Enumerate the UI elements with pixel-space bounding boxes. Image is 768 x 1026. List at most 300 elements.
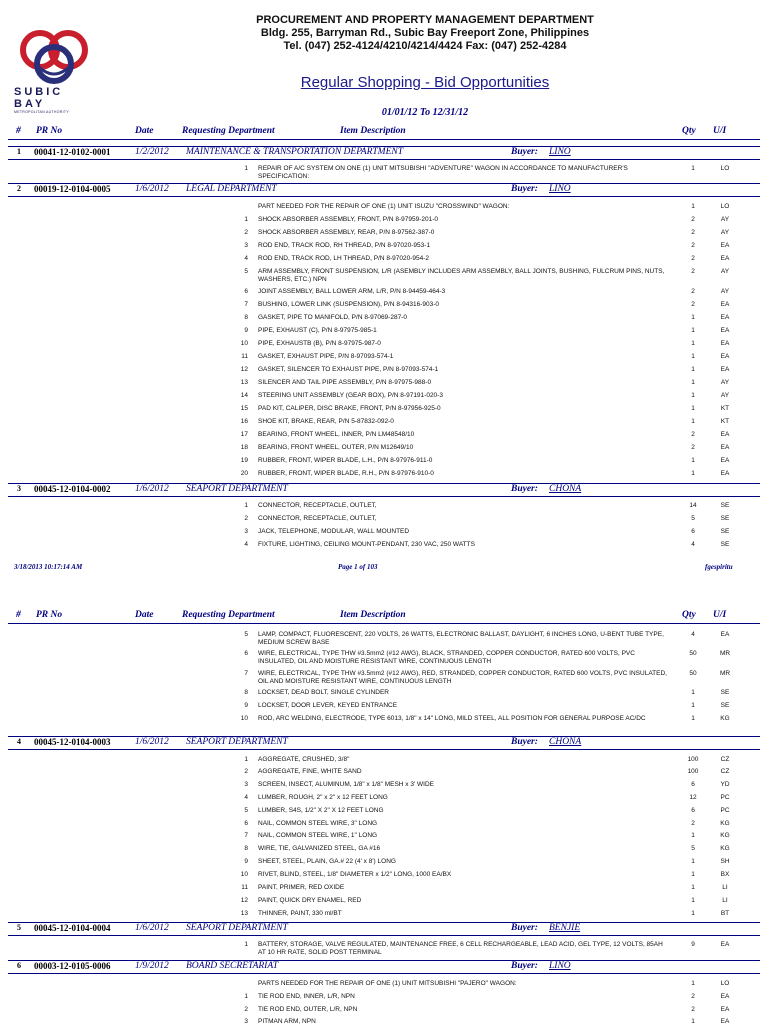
item-unit: SE [720,502,730,509]
item-row [0,457,768,467]
item-quantity: 1 [691,910,695,917]
item-description: WIRE, TIE, GALVANIZED STEEL, GA #16 [258,845,381,852]
item-row [0,832,768,842]
item-unit: AY [720,216,730,223]
item-row [0,327,768,337]
column-header-row [0,610,768,624]
item-number: 12 [240,366,248,373]
record-divider [8,196,760,197]
item-quantity: 1 [691,366,695,373]
item-number: 9 [244,327,248,334]
item-number: 15 [240,405,248,412]
item-description: PAD KIT, CALIPER, DISC BRAKE, FRONT, P/N 8-97956-925-0 [258,405,441,412]
item-row [0,689,768,699]
item-description: AGGREGATE, FINE, WHITE SAND [258,768,362,775]
item-number: 19 [240,457,248,464]
item-number: 5 [244,807,248,814]
item-number: 17 [240,431,248,438]
item-unit: AY [720,379,730,386]
item-quantity: 1 [691,897,695,904]
item-row [0,470,768,480]
item-quantity: 1 [691,418,695,425]
item-quantity: 6 [691,807,695,814]
item-quantity: 5 [691,845,695,852]
item-quantity: 1 [691,379,695,386]
item-unit: KT [720,405,730,412]
item-number: 7 [244,832,248,839]
item-quantity: 1 [691,832,695,839]
record-divider [8,749,760,750]
item-number: 3 [244,781,248,788]
item-row [0,820,768,830]
item-row [0,216,768,226]
item-row [0,631,768,648]
item-unit: BT [720,910,730,917]
item-row [0,528,768,538]
item-unit: KG [720,715,730,722]
record-date: 1/2/2012 [135,147,169,157]
item-quantity: 1 [691,203,695,210]
item-description: ROD END, TRACK ROD, RH THREAD, P/N 8-97020-953-1 [258,242,431,249]
item-description: NAIL, COMMON STEEL WIRE, 1" LONG [258,832,378,839]
item-quantity: 2 [691,255,695,262]
item-row [0,807,768,817]
item-description: PIPE, EXHAUST (C), P/N 8-97975-985-1 [258,327,377,334]
item-number: 11 [241,884,248,891]
item-unit: EA [720,242,730,249]
item-description: REPAIR OF A/C SYSTEM ON ONE (1) UNIT MITSUBISHI "ADVENTURE" WAGON IN ACCORDANCE TO MANUFACTURER'S SPECIFICATION: [258,165,628,180]
item-description: SCREEN, INSECT, ALUMINUM, 1/8" x 1/8" MESH x 3' WIDE [258,781,434,788]
item-description: PARTS NEEDED FOR THE REPAIR OF ONE (1) UNIT MITSUBISHI "PAJERO" WAGON: [258,980,517,987]
item-number: 7 [244,301,248,308]
item-number: 8 [244,689,248,696]
item-row [0,203,768,213]
column-header-dept: Requesting Department [182,610,275,620]
item-number: 3 [244,242,248,249]
item-description: LAMP, COMPACT, FLUORESCENT, 220 VOLTS, 26 WATTS, ELECTRONIC BALLAST, DAYLIGHT, 6 INCHES LONG, U-BENT TUBE TYPE, MEDIUM SCREW BASE [258,631,664,646]
item-unit: AY [720,268,730,275]
item-number: 13 [240,379,248,386]
item-row [0,980,768,990]
item-quantity: 14 [689,502,697,509]
item-description: ROD, ARC WELDING, ELECTRODE, TYPE 6013, 1/8" x 14" LONG, MILD STEEL, ALL POSITION FOR GENERAL PURPOSE AC/DC [258,715,646,722]
item-description: RUBBER, FRONT, WIPER BLADE, L.H., P/N 8-97976-911-0 [258,457,433,464]
record-divider [8,496,760,497]
address-line: Bldg. 255, Barryman Rd., Subic Bay Freeport Zone, Philippines [260,27,590,39]
item-number: 2 [244,229,248,236]
item-quantity: 2 [691,288,695,295]
item-number: 6 [244,288,248,295]
item-number: 10 [240,871,248,878]
item-unit: SE [720,702,730,709]
item-description: RUBBER, FRONT, WIPER BLADE, R.H., P/N 8-97976-910-0 [258,470,434,477]
item-row [0,993,768,1003]
item-row [0,768,768,778]
column-header-hash: # [16,610,21,620]
item-number: 1 [244,165,248,172]
item-description: ARM ASSEMBLY, FRONT SUSPENSION, L/R (ASEMBLY INCLUDES ARM ASSEMBLY, BALL JOINTS, BUSHING, FULCRUM PINS, NUTS, WASHERS, ETC.) NPN [258,268,665,283]
column-header-qty: Qty [682,610,696,620]
item-unit: SE [720,689,730,696]
requesting-department: SEAPORT DEPARTMENT [186,484,288,494]
item-row [0,1006,768,1016]
item-number: 3 [244,528,248,535]
item-row [0,340,768,350]
item-number: 10 [240,715,248,722]
item-number: 1 [244,993,248,1000]
item-description: TIE ROD END, INNER, L/R, NPN [258,993,355,1000]
contact-line: Tel. (047) 252-4124/4210/4214/4424 Fax: (047) 252-4284 [283,40,567,52]
item-unit: KT [720,418,730,425]
item-row [0,541,768,551]
record-date: 1/6/2012 [135,737,169,747]
pr-number: 00019-12-0104-0005 [34,184,111,194]
item-unit: PC [720,794,730,801]
item-quantity: 4 [691,631,695,638]
buyer-name-link[interactable]: LINO [549,184,571,194]
item-description: PART NEEDED FOR THE REPAIR OF ONE (1) UNIT ISUZU "CROSSWIND" WAGON: [258,203,510,210]
item-number: 14 [240,392,248,399]
record-number: 6 [17,961,21,970]
column-header-desc: Item Description [340,610,406,620]
pr-number: 00045-12-0104-0003 [34,737,111,747]
column-header-desc: Item Description [340,126,406,136]
item-unit: KG [720,845,730,852]
requesting-department: MAINTENANCE & TRANSPORTATION DEPARTMENT [186,147,404,157]
item-number: 11 [241,353,248,360]
item-unit: EA [720,255,730,262]
item-description: WIRE, ELECTRICAL, TYPE THW #3.5mm2 (#12 AWG), BLACK, STRANDED, COPPER CONDUCTOR, RATED 600 VOLTS, PVC INSULATED, OIL AND MOISTURE RESISTANT WIRE, CONTINUOUS LENGTH [258,650,635,665]
item-quantity: 1 [691,353,695,360]
item-quantity: 1 [691,858,695,865]
item-row [0,301,768,311]
item-row [0,418,768,428]
footer-page-number: Page 1 of 103 [338,563,378,571]
item-unit: CZ [720,756,730,763]
item-row [0,165,768,181]
item-description: WIRE, ELECTRICAL, TYPE THW #3.5mm2 (#12 AWG), RED, STRANDED, COPPER CONDUCTOR, RATED 600 VOLTS, PVC INSULATED, OIL AND MOISTURE RESISTANT WIRE, CONTINUOUS LENGTH [258,670,667,685]
item-number: 5 [244,631,248,638]
item-quantity: 1 [691,470,695,477]
item-quantity: 2 [691,993,695,1000]
item-quantity: 2 [691,268,695,275]
item-unit: AY [720,229,730,236]
item-description: JOINT ASSEMBLY, BALL LOWER ARM, L/R, P/N 8-94459-464-3 [258,288,446,295]
item-unit: KG [720,832,730,839]
record-divider [8,159,760,160]
item-description: BATTERY, STORAGE, VALVE REGULATED, MAINTENANCE FREE, 6 CELL RECHARGEABLE, LEAD ACID, GEL TYPE, 12 VOLTS, 85AH AT 10 HR RATE, SOLID POST TERMINAL [258,941,663,956]
item-quantity: 1 [691,980,695,987]
item-unit: EA [720,431,730,438]
logo-text: SUBIC BAY [14,86,64,110]
item-unit: EA [720,366,730,373]
item-unit: EA [720,457,730,464]
item-quantity: 6 [691,528,695,535]
item-number: 9 [244,702,248,709]
item-unit: BX [720,871,730,878]
header-divider [8,139,760,140]
column-header-dept: Requesting Department [182,126,275,136]
item-row [0,229,768,239]
item-unit: EA [720,631,730,638]
item-row [0,897,768,907]
item-description: CONNECTOR, RECEPTACLE, OUTLET, [258,515,377,522]
item-row [0,431,768,441]
requesting-department: SEAPORT DEPARTMENT [186,737,288,747]
item-unit: EA [720,993,730,1000]
header-divider [8,623,760,624]
item-description: SILENCER AND TAIL PIPE ASSEMBLY, P/N 8-97975-988-0 [258,379,432,386]
item-quantity: 2 [691,444,695,451]
item-description: SHEET, STEEL, PLAIN, GA.# 22 (4' x 8') LONG [258,858,396,865]
item-description: TIE ROD END, OUTER, L/R, NPN [258,1006,358,1013]
item-unit: MR [719,670,731,677]
item-description: BUSHING, LOWER LINK (SUSPENSION), P/N 8-94316-903-0 [258,301,439,308]
record-divider [8,973,760,974]
item-quantity: 1 [691,457,695,464]
record-date: 1/6/2012 [135,184,169,194]
report-title[interactable]: Regular Shopping - Bid Opportunities [300,74,550,91]
item-unit: SE [720,528,730,535]
item-number: 10 [240,340,248,347]
buyer-label: Buyer: [511,961,538,971]
item-number: 3 [244,1018,248,1025]
footer-user: fgespiritu [705,563,733,571]
item-description: PITMAN ARM, NPN [258,1018,316,1025]
item-unit: SH [720,858,730,865]
item-description: SHOCK ABSORBER ASSEMBLY, FRONT, P/N 8-97959-201-0 [258,216,439,223]
item-row [0,910,768,920]
item-unit: LO [720,980,730,987]
item-description: PAINT, QUICK DRY ENAMEL, RED [258,897,362,904]
item-number: 6 [244,820,248,827]
item-description: GASKET, EXHAUST PIPE, P/N 8-97093-574-1 [258,353,394,360]
item-number: 1 [244,941,248,948]
item-description: NAIL, COMMON STEEL WIRE, 3" LONG [258,820,378,827]
buyer-label: Buyer: [511,923,538,933]
item-unit: YD [720,781,730,788]
item-row [0,941,768,958]
item-row [0,268,768,285]
item-row [0,353,768,363]
item-unit: LI [722,884,728,891]
item-description: ROD END, TRACK ROD, LH THREAD, P/N 8-97020-954-2 [258,255,429,262]
item-quantity: 2 [691,216,695,223]
pr-number: 00045-12-0104-0002 [34,484,111,494]
item-unit: LO [720,203,730,210]
item-number: 7 [244,670,248,677]
item-unit: KG [720,820,730,827]
item-description: JACK, TELEPHONE, MODULAR, WALL MOUNTED [258,528,410,535]
item-unit: AY [720,288,730,295]
item-row [0,1018,768,1026]
record-number: 1 [17,147,21,156]
item-description: LOCKSET, DOOR LEVER, KEYED ENTRANCE [258,702,398,709]
item-quantity: 2 [691,820,695,827]
record-date: 1/9/2012 [135,961,169,971]
item-row [0,781,768,791]
item-row [0,650,768,667]
record-date: 1/6/2012 [135,923,169,933]
item-description: GASKET, PIPE TO MANIFOLD, P/N 8-97069-287-0 [258,314,407,321]
item-number: 6 [244,650,248,657]
buyer-name-link[interactable]: CHONA [549,484,582,494]
item-description: LUMBER, ROUGH, 2" x 2" x 12 FEET LONG [258,794,388,801]
item-quantity: 1 [691,165,695,172]
item-unit: EA [720,340,730,347]
column-header-date: Date [135,126,154,136]
logo [14,26,100,114]
item-row [0,405,768,415]
item-quantity: 100 [687,768,699,775]
item-description: PIPE, EXHAUSTB (B), P/N 8-97975-987-0 [258,340,381,347]
item-unit: EA [720,941,730,948]
item-number: 12 [240,897,248,904]
item-quantity: 5 [691,515,695,522]
item-row [0,884,768,894]
item-row [0,255,768,265]
item-row [0,858,768,868]
item-number: 13 [240,910,248,917]
column-header-row [0,126,768,140]
item-number: 8 [244,314,248,321]
item-unit: SE [720,515,730,522]
item-number: 20 [240,470,248,477]
pr-number: 00045-12-0104-0004 [34,923,111,933]
item-description: PAINT, PRIMER, RED OXIDE [258,884,345,891]
item-unit: EA [720,301,730,308]
footer-timestamp: 3/18/2013 10:17:14 AM [14,563,83,571]
item-row [0,502,768,512]
item-quantity: 2 [691,229,695,236]
item-unit: EA [720,1018,730,1025]
item-quantity: 1 [691,327,695,334]
item-unit: EA [720,444,730,451]
item-row [0,366,768,376]
pr-number: 00003-12-0105-0006 [34,961,111,971]
item-row [0,794,768,804]
item-description: AGGREGATE, CRUSHED, 3/8" [258,756,350,763]
buyer-label: Buyer: [511,737,538,747]
column-header-hash: # [16,126,21,136]
page-footer [0,563,768,575]
item-quantity: 2 [691,1006,695,1013]
item-description: FIXTURE, LIGHTING, CEILING MOUNT-PENDANT, 230 VAC, 250 WATTS [258,541,475,548]
item-description: GASKET, SILENCER TO EXHAUST PIPE, P/N 8-97093-574-1 [258,366,439,373]
item-number: 18 [240,444,248,451]
item-description: LOCKSET, DEAD BOLT, SINGLE CYLINDER [258,689,389,696]
subic-bay-logo-icon [16,26,96,88]
item-unit: LO [720,165,730,172]
record-divider [8,935,760,936]
item-number: 5 [244,268,248,275]
record-number: 3 [17,484,21,493]
item-row [0,702,768,712]
item-number: 1 [244,216,248,223]
item-quantity: 2 [691,431,695,438]
item-number: 4 [244,541,248,548]
item-unit: AY [720,392,730,399]
column-header-qty: Qty [682,126,696,136]
date-range: 01/01/12 To 12/31/12 [381,107,469,118]
requesting-department: LEGAL DEPARTMENT [186,184,277,194]
item-description: SHOCK ABSORBER ASSEMBLY, REAR, P/N 8-97562-387-0 [258,229,435,236]
item-number: 2 [244,768,248,775]
item-row [0,379,768,389]
logo-subtext: METROPOLITAN AUTHORITY [14,110,69,114]
item-quantity: 2 [691,301,695,308]
item-row [0,871,768,881]
record-date: 1/6/2012 [135,484,169,494]
item-quantity: 1 [691,702,695,709]
item-description: SHOE KIT, BRAKE, REAR, P/N 5-87832-092-0 [258,418,394,425]
item-row [0,845,768,855]
item-quantity: 1 [691,340,695,347]
item-unit: PC [720,807,730,814]
item-unit: EA [720,353,730,360]
item-quantity: 100 [687,756,699,763]
item-description: STEERING UNIT ASSEMBLY (GEAR BOX), P/N 8-97191-020-3 [258,392,443,399]
item-unit: MR [719,650,731,657]
item-unit: EA [720,1006,730,1013]
item-row [0,715,768,732]
item-description: CONNECTOR, RECEPTACLE, OUTLET, [258,502,377,509]
item-unit: EA [720,470,730,477]
item-row [0,515,768,525]
column-header-pr-no: PR No [36,126,63,136]
item-description: BEARING, FRONT WHEEL, OUTER, P/N M12649/10 [258,444,414,451]
buyer-name-link[interactable]: BENJIE [549,923,581,933]
buyer-label: Buyer: [511,484,538,494]
column-header-ui: U/I [713,610,727,620]
item-unit: LI [722,897,728,904]
item-quantity: 1 [691,314,695,321]
item-quantity: 4 [691,541,695,548]
item-quantity: 1 [691,405,695,412]
department-heading: PROCUREMENT AND PROPERTY MANAGEMENT DEPARTMENT [256,14,594,26]
item-quantity: 1 [691,689,695,696]
item-description: RIVET, BLIND, STEEL, 1/8" DIAMETER x 1/2" LONG, 1000 EA/BX [258,871,452,878]
item-quantity: 2 [691,242,695,249]
item-row [0,756,768,766]
record-number: 5 [17,923,21,932]
buyer-name-link[interactable]: LINO [549,961,571,971]
item-number: 9 [244,858,248,865]
item-quantity: 9 [691,941,695,948]
item-quantity: 1 [691,871,695,878]
column-header-pr-no: PR No [36,610,63,620]
item-row [0,314,768,324]
item-description: LUMBER, S4S, 1/2" X 2" X 12 FEET LONG [258,807,384,814]
item-quantity: 6 [691,781,695,788]
item-row [0,444,768,454]
column-header-ui: U/I [713,126,727,136]
item-number: 16 [240,418,248,425]
column-header-date: Date [135,610,154,620]
item-unit: CZ [720,768,730,775]
item-number: 4 [244,255,248,262]
item-quantity: 1 [691,884,695,891]
item-quantity: 1 [691,715,695,722]
pr-number: 00041-12-0102-0001 [34,147,111,157]
item-number: 2 [244,515,248,522]
item-unit: EA [720,314,730,321]
item-row [0,392,768,402]
item-description: THINNER, PAINT, 330 ml/BT [258,910,342,917]
buyer-name-link[interactable]: LINO [549,147,571,157]
buyer-name-link[interactable]: CHONA [549,737,582,747]
item-row [0,670,768,687]
